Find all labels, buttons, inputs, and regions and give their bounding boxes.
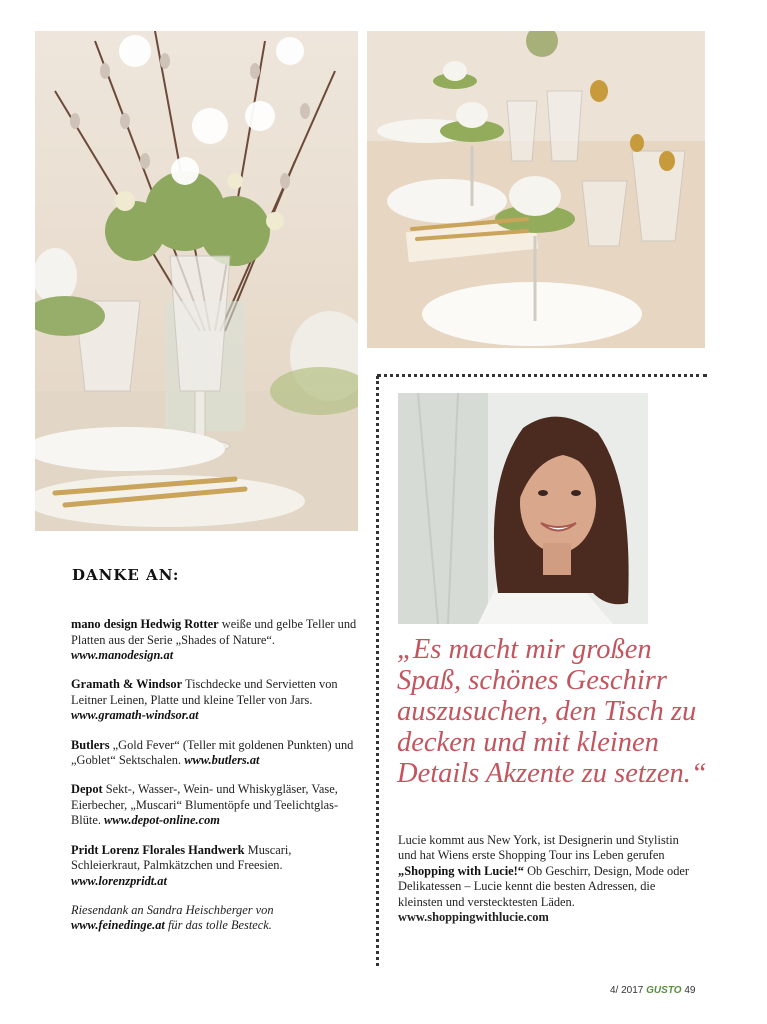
credit-item [71,677,361,724]
footer-brand: GUSTO [646,985,682,996]
credit-item [71,738,361,769]
credit-item [71,782,361,829]
credit-link[interactable]: www.depot-online.com [104,813,220,828]
credit-name: Butlers [71,737,110,752]
thanks-note-suffix: für das tolle Besteck. [164,918,272,933]
credit-link[interactable]: www.butlers.at [184,753,260,768]
thanks-note [71,903,361,934]
photo-spring-table-left [35,31,358,531]
credit-text: Tischdecke und Servietten von Leitner Leinen, Platte und kleine Teller von Jars. [71,677,338,707]
bio-highlight: „Shopping with Lucie!“ [398,863,525,878]
credit-link[interactable]: www.lorenzpridt.at [71,873,167,888]
dotted-divider-horizontal [377,374,707,377]
pull-quote: „Es macht mir großen Spaß, schönes Geschirr auszusuchen, den Tisch zu decken und mit kleinen Details Akzente zu setzen.“ [397,634,707,789]
dotted-divider-vertical [376,376,379,966]
credit-item [71,617,361,664]
credit-name: Depot [71,782,103,797]
page-footer [610,985,695,996]
thanks-note-link[interactable]: www.feinedinge.at [71,918,165,933]
credit-link[interactable]: www.gramath-windsor.at [71,708,199,723]
credit-name: Pridt Lorenz Florales Handwerk [71,842,245,857]
credit-item [71,843,361,890]
credit-text: Sekt-, Wasser-, Wein- und Whiskygläser, Vase, Eierbecher, „Muscari“ Blumentöpfe und Teelichtglas-Blüte. [71,782,339,828]
bio-part1: Lucie kommt aus New York, ist Designerin und Stylistin und hat Wiens erste Shopping Tour ins Leben gerufen [398,833,679,863]
thanks-note-text: Riesendank an Sandra Heischberger von [71,902,274,917]
credits-list [71,617,361,948]
credit-text: weiße und gelbe Teller und Platten aus der Serie „Shades of Nature“. [71,617,357,647]
credit-text: Muscari, Schleierkraut, Palmkätzchen und Freesien. [71,842,292,873]
bio-part2: Ob Geschirr, Design, Mode oder Delikatessen – Lucie kennt die besten Adressen, die kleinsten und verstecktesten Läden. [398,863,690,909]
credit-name: mano design Hedwig Rotter [71,617,219,631]
photo-place-settings-right [367,31,705,348]
photo-portrait-lucie [398,393,648,624]
bio-text [398,833,698,925]
credit-text: „Gold Fever“ (Teller mit goldenen Punkten) und „Goblet“ Sektschalen. [71,737,354,768]
credit-link[interactable]: www.manodesign.at [71,648,174,663]
credit-name: Gramath & Windsor [71,677,183,692]
thanks-heading: DANKE AN: [72,566,180,584]
bio-link[interactable]: www.shoppingwithlucie.com [398,910,549,925]
footer-issue: 4/ 2017 [610,985,644,996]
page-number: 49 [684,985,696,996]
